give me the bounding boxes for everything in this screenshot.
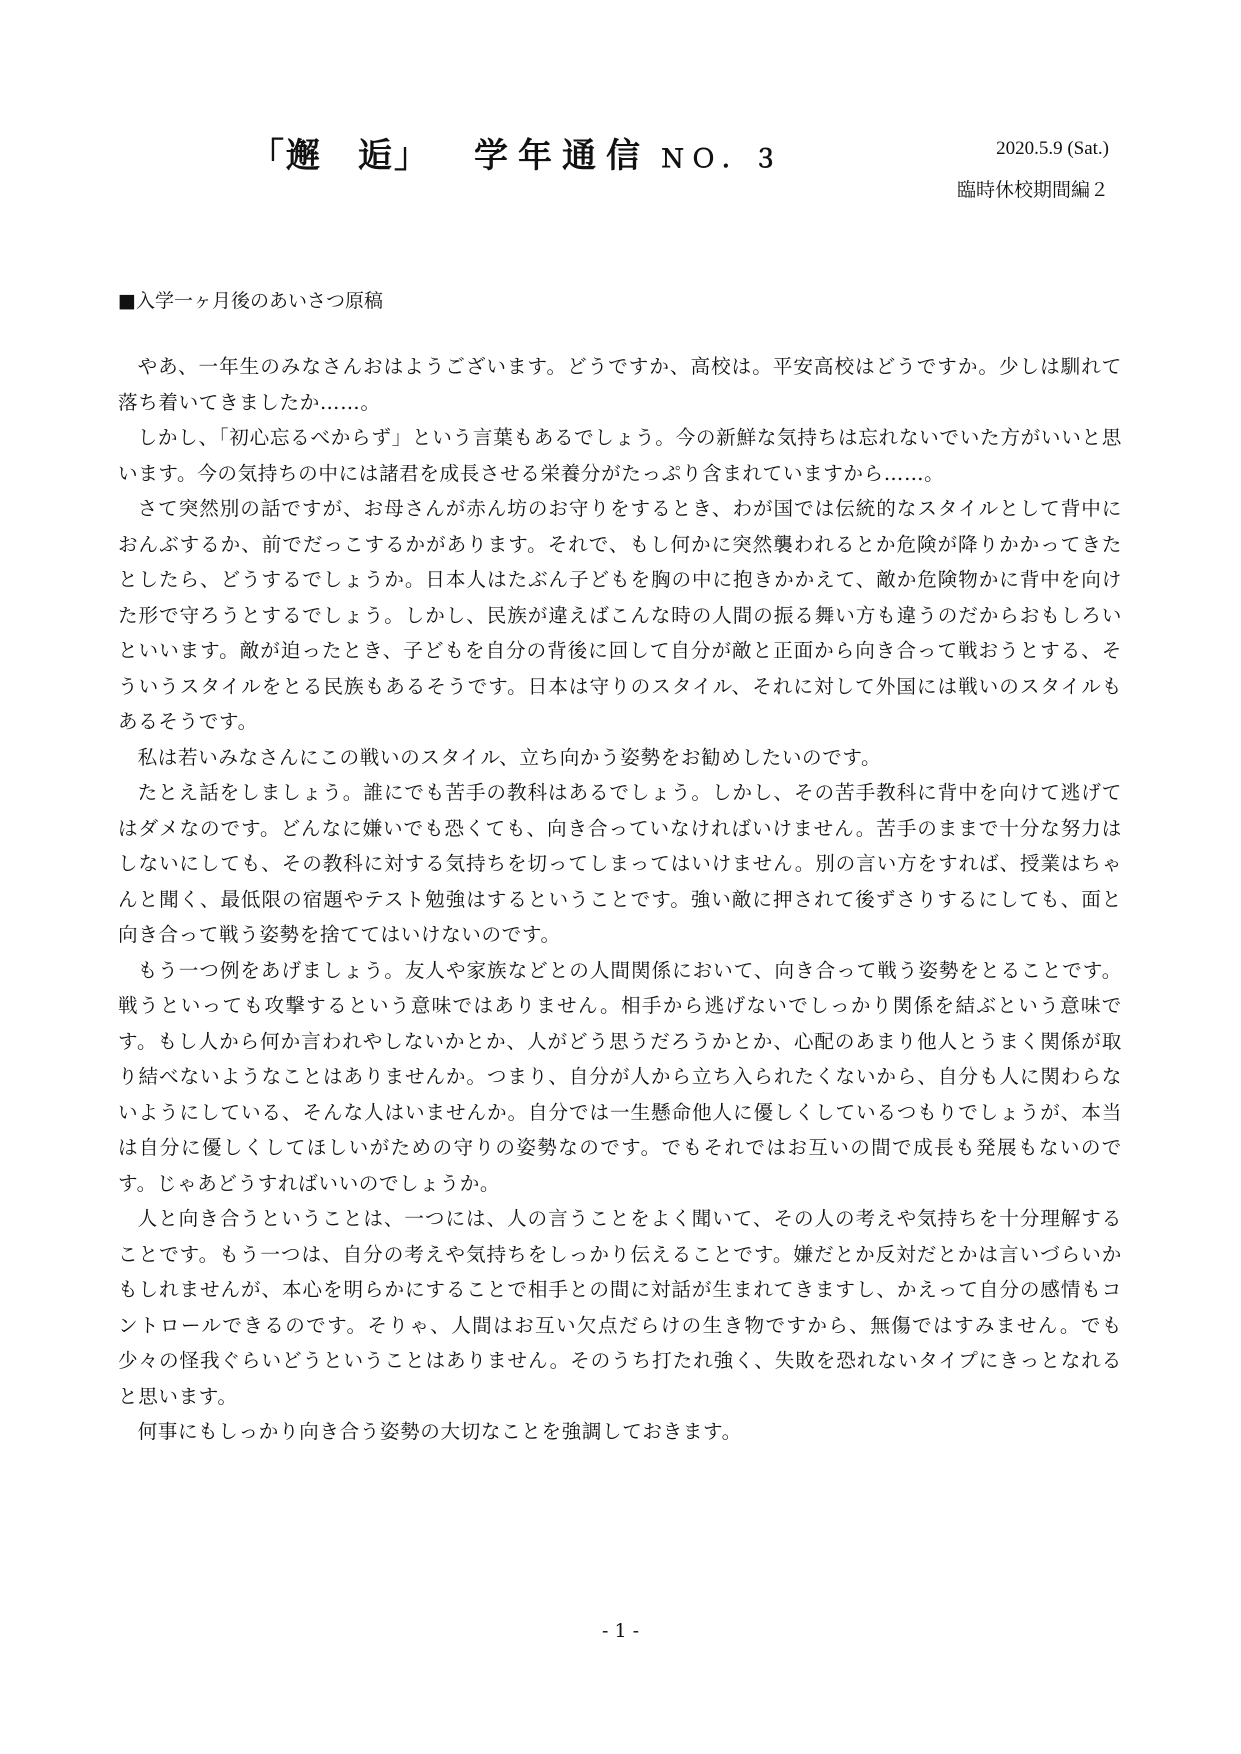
edition-label: 臨時休校期間編２ bbox=[956, 179, 1109, 201]
issue-number: ＮＯ．３ bbox=[660, 144, 785, 173]
paragraph: たとえ話をしましょう。誰にでも苦手の教科はあるでしょう。しかし、その苦手教科に背中を向けて逃げてはダメなのです。どんなに嫌いでも恐くても、向き合っていなければいけません。苦手のままで十分な努力はしないにしても、その教科に対する気持ちを切ってしまってはいけません。別の言い方をすれば、授業はちゃんと聞く、最低限の宿題やテスト勉強はするということです。強い敵に押されて後ずさりするにしても、面と向き合って戦う姿勢を捨ててはいけないのです。 bbox=[118, 781, 1122, 946]
page-number: - 1 - bbox=[601, 1620, 639, 1642]
issue-date: 2020.5.9 (Sat.) bbox=[996, 138, 1109, 159]
newsletter-title bbox=[250, 128, 784, 178]
paragraph: 人と向き合うということは、一つには、人の言うことをよく聞いて、その人の考えや気持ちを十分理解することです。もう一つは、自分の考えや気持ちをしっかり伝えることです。嫌だとか反対だとかは言いづらいかもしれませんが、本心を明らかにすることで相手との間に対話が生まれてきますし、かえって自分の感情もコントロールできるのです。そりゃ、人間はお互い欠点だらけの生き物ですから、無傷ではすみません。でも少々の怪我ぐらいどうということはありません。そのうち打たれ強く、失敗を恐れないタイプにきっとなれると思います。 bbox=[118, 1207, 1122, 1408]
paragraph: やあ、一年生のみなさんおはようございます。どうですか、高校は。平安高校はどうですか。少しは馴れて落ち着いてきましたか……。 bbox=[118, 355, 1122, 414]
paragraph: 私は若いみなさんにこの戦いのスタイル、立ち向かう姿勢をお勧めしたいのです。 bbox=[137, 745, 882, 769]
article-body bbox=[118, 349, 1122, 1450]
newsletter-subtitle: 学年通信 bbox=[474, 136, 650, 176]
paragraph: もう一つ例をあげましょう。友人や家族などとの人間関係において、向き合って戦う姿勢をとることです。戦うといっても攻撃するという意味ではありません。相手から逃げないでしっかり関係を結ぶという意味です。もし人から何か言われやしないかとか、人がどう思うだろうかとか、心配のあまり他人とうまく関係が取り結べないようなことはありませんか。つまり、自分が人から立ち入られたくないから、自分も人に関わらないようにしている、そんな人はいませんか。自分では一生懸命他人に優しくしているつもりでしょうが、本当は自分に優しくしてほしいがための守りの姿勢なのです。でもそれではお互いの間で成長も発展もないのです。じゃあどうすればいいのでしょうか。 bbox=[118, 958, 1122, 1195]
paragraph: 何事にもしっかり向き合う姿勢の大切なことを強調しておきます。 bbox=[137, 1420, 742, 1443]
paragraph: さて突然別の話ですが、お母さんが赤ん坊のお守りをするとき、わが国では伝統的なスタイルとして背中におんぶするか、前でだっこするかがあります。それで、もし何かに突然襲われるとか危険が降りかかってきたとしたら、どうするでしょうか。日本人はたぶん子どもを胸の中に抱きかかえて、敵か危険物かに背中を向けた形で守ろうとするでしょう。しかし、民族が違えばこんな時の人間の振る舞い方も違うのだからおもしろいといいます。敵が迫ったとき、子どもを自分の背後に回して自分が敵と正面から向き合って戦おうとする、そういうスタイルをとる民族もあるそうです。日本は守りのスタイル、それに対して外国には戦いのスタイルもあるそうです。 bbox=[118, 497, 1122, 733]
section-heading: ■入学一ヶ月後のあいさつ原稿 bbox=[118, 290, 383, 312]
newsletter-name: 「邂 逅」 bbox=[250, 136, 430, 176]
paragraph: しかし、「初心忘るべからず」という言葉もあるでしょう。今の新鮮な気持ちは忘れないでいた方がいいと思います。今の気持ちの中には諸君を成長させる栄養分がたっぷり含まれていますから……。 bbox=[118, 426, 1122, 485]
